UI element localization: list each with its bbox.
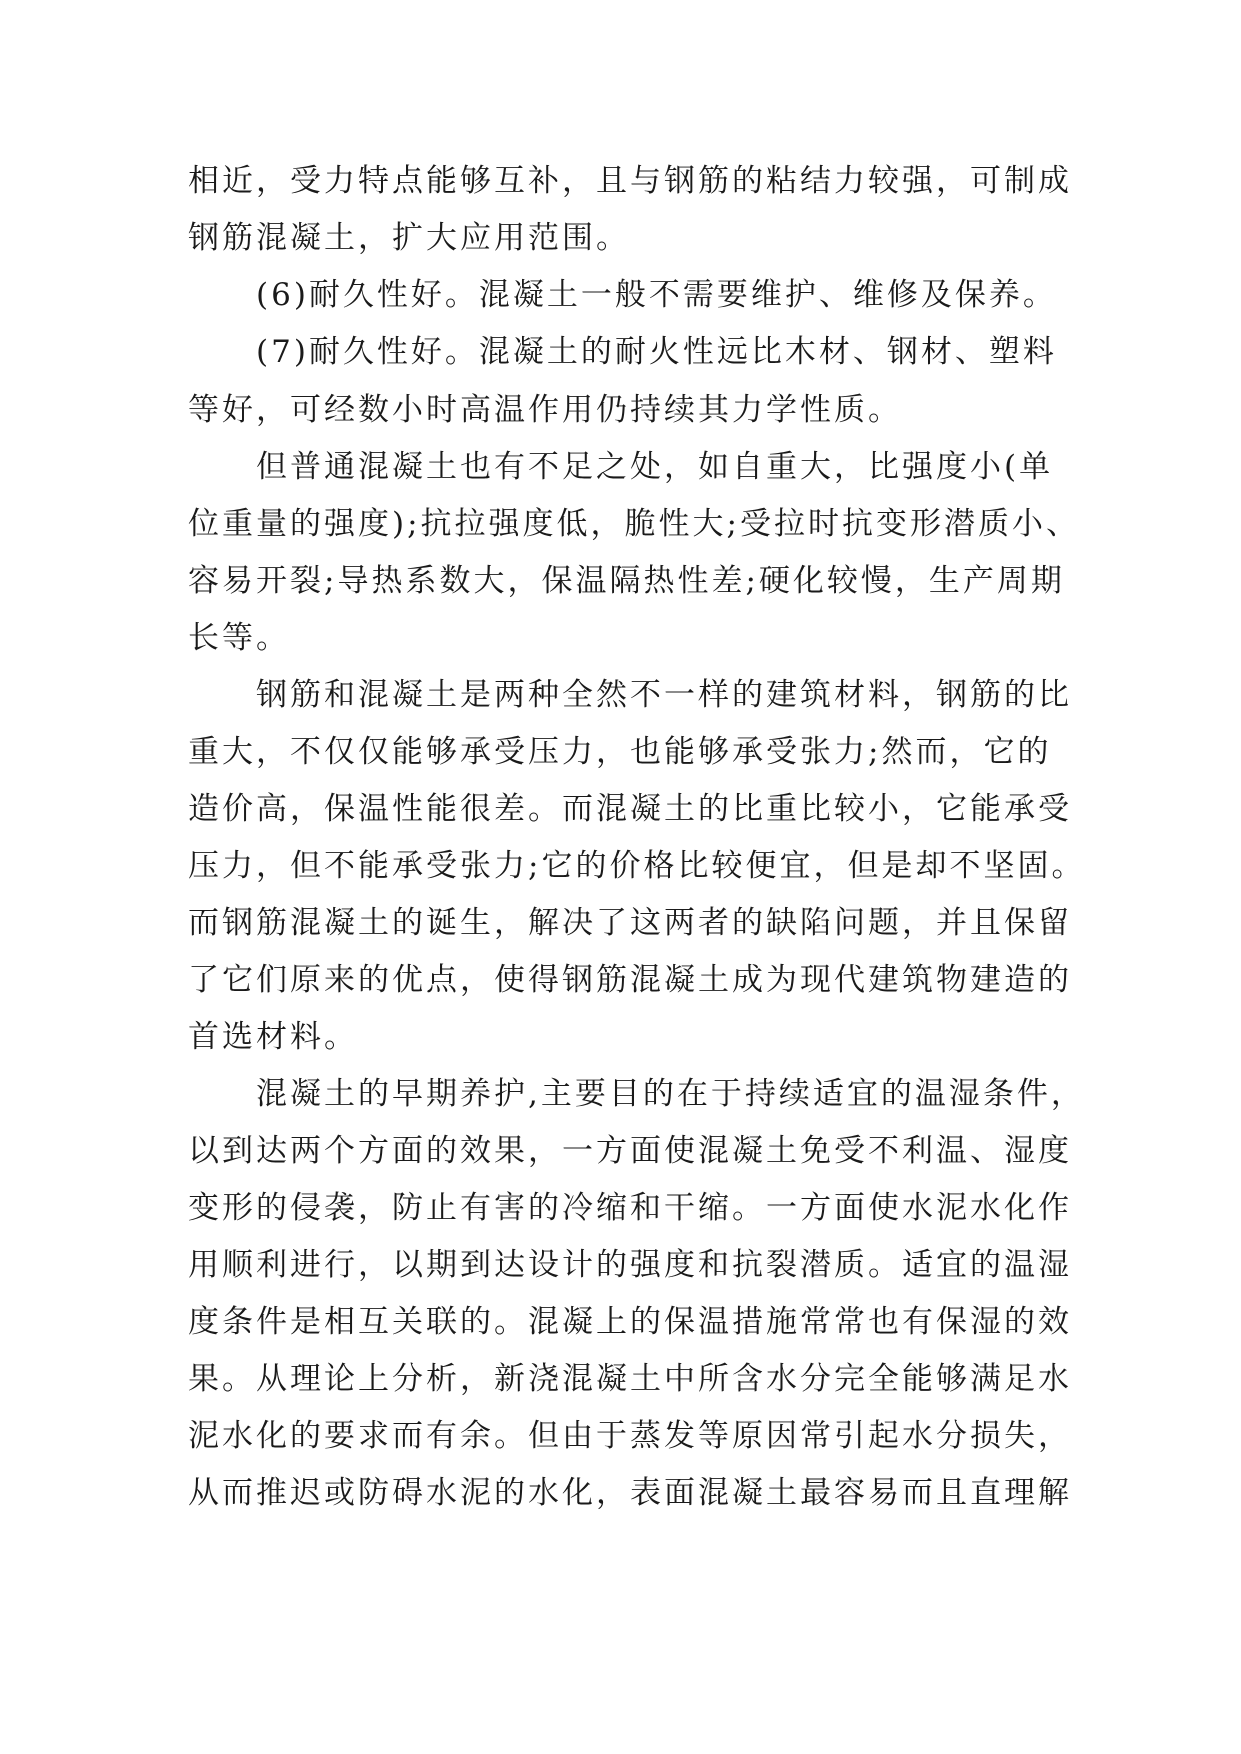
text-line: 变形的侵袭，防止有害的冷缩和干缩。一方面使水泥水化作 — [188, 1190, 1072, 1226]
text-line: 泥水化的要求而有余。但由于蒸发等原因常引起水分损失， — [188, 1418, 1072, 1454]
text-line: 钢筋和混凝土是两种全然不一样的建筑材料，钢筋的比 — [256, 677, 1072, 713]
text-line: 但普通混凝土也有不足之处，如自重大，比强度小(单 — [256, 449, 1054, 485]
text-line: 首选材料。 — [188, 1019, 358, 1055]
text-line: 容易开裂;导热系数大，保温隔热性差;硬化较慢，生产周期 — [188, 563, 1065, 599]
text-line: 长等。 — [188, 620, 290, 656]
text-line: 造价高，保温性能很差。而混凝土的比重比较小，它能承受 — [188, 791, 1072, 827]
text-line: 用顺利进行，以期到达设计的强度和抗裂潜质。适宜的温湿 — [188, 1247, 1072, 1283]
text-line: 混凝土的早期养护,主要目的在于持续适宜的温湿条件， — [256, 1076, 1085, 1112]
text-line: 钢筋混凝土，扩大应用范围。 — [188, 220, 630, 256]
text-line: 度条件是相互关联的。混凝上的保温措施常常也有保湿的效 — [188, 1304, 1072, 1340]
text-line: 了它们原来的优点，使得钢筋混凝土成为现代建筑物建造的 — [188, 962, 1072, 998]
text-line: 等好，可经数小时高温作用仍持续其力学性质。 — [188, 392, 902, 428]
text-line: 位重量的强度);抗拉强度低，脆性大;受拉时抗变形潜质小、 — [188, 506, 1080, 542]
text-line: 压力，但不能承受张力;它的价格比较便宜，但是却不坚固。 — [188, 848, 1086, 884]
text-line: 重大，不仅仅能够承受压力，也能够承受张力;然而，它的 — [188, 734, 1052, 770]
text-line: 相近，受力特点能够互补，且与钢筋的粘结力较强，可制成 — [188, 163, 1072, 199]
text-line: (7)耐久性好。混凝土的耐火性远比木材、钢材、塑料 — [256, 334, 1057, 370]
text-line: 而钢筋混凝土的诞生，解决了这两者的缺陷问题，并且保留 — [188, 905, 1072, 941]
text-line: (6)耐久性好。混凝土一般不需要维护、维修及保养。 — [256, 277, 1057, 313]
text-line: 果。从理论上分析，新浇混凝土中所含水分完全能够满足水 — [188, 1361, 1072, 1397]
text-line: 从而推迟或防碍水泥的水化，表面混凝土最容易而且直理解 — [188, 1475, 1072, 1511]
text-line: 以到达两个方面的效果，一方面使混凝土免受不利温、湿度 — [188, 1133, 1072, 1169]
